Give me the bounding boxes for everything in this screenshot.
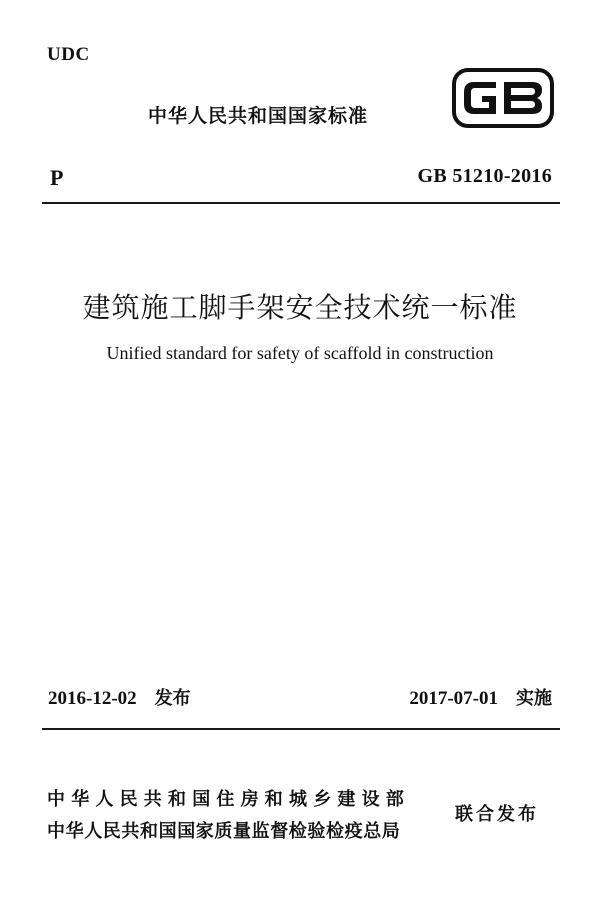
footer-divider: [42, 728, 560, 730]
gb-logo-g: [464, 82, 496, 114]
gb-logo: [452, 68, 554, 128]
issue-label: 发布: [154, 688, 191, 709]
joint-issue-label: 联合发布: [455, 804, 539, 825]
title-english: Unified standard for safety of scaffold in construction: [106, 343, 494, 363]
issue-date: 2016-12-02: [48, 688, 137, 709]
implement-label: 实施: [516, 688, 552, 709]
standard-number: GB 51210-2016: [417, 165, 552, 187]
header-divider: [42, 202, 560, 204]
issuer-quality-supervision: 中华人民共和国国家质量监督检验检疫总局: [47, 821, 401, 842]
implement-date-block: [409, 684, 552, 710]
gb-logo-b: [504, 82, 542, 114]
classification-code: P: [50, 165, 64, 190]
national-standard-label: 中华人民共和国国家标准: [148, 105, 369, 127]
title-chinese: 建筑施工脚手架安全技术统一标准: [82, 291, 518, 324]
issue-date-block: [48, 684, 191, 710]
issuer-ministry-housing: 中华人民共和国住房和城乡建设部: [47, 789, 410, 810]
udc-label: UDC: [47, 44, 90, 65]
implement-date: 2017-07-01: [409, 688, 498, 709]
